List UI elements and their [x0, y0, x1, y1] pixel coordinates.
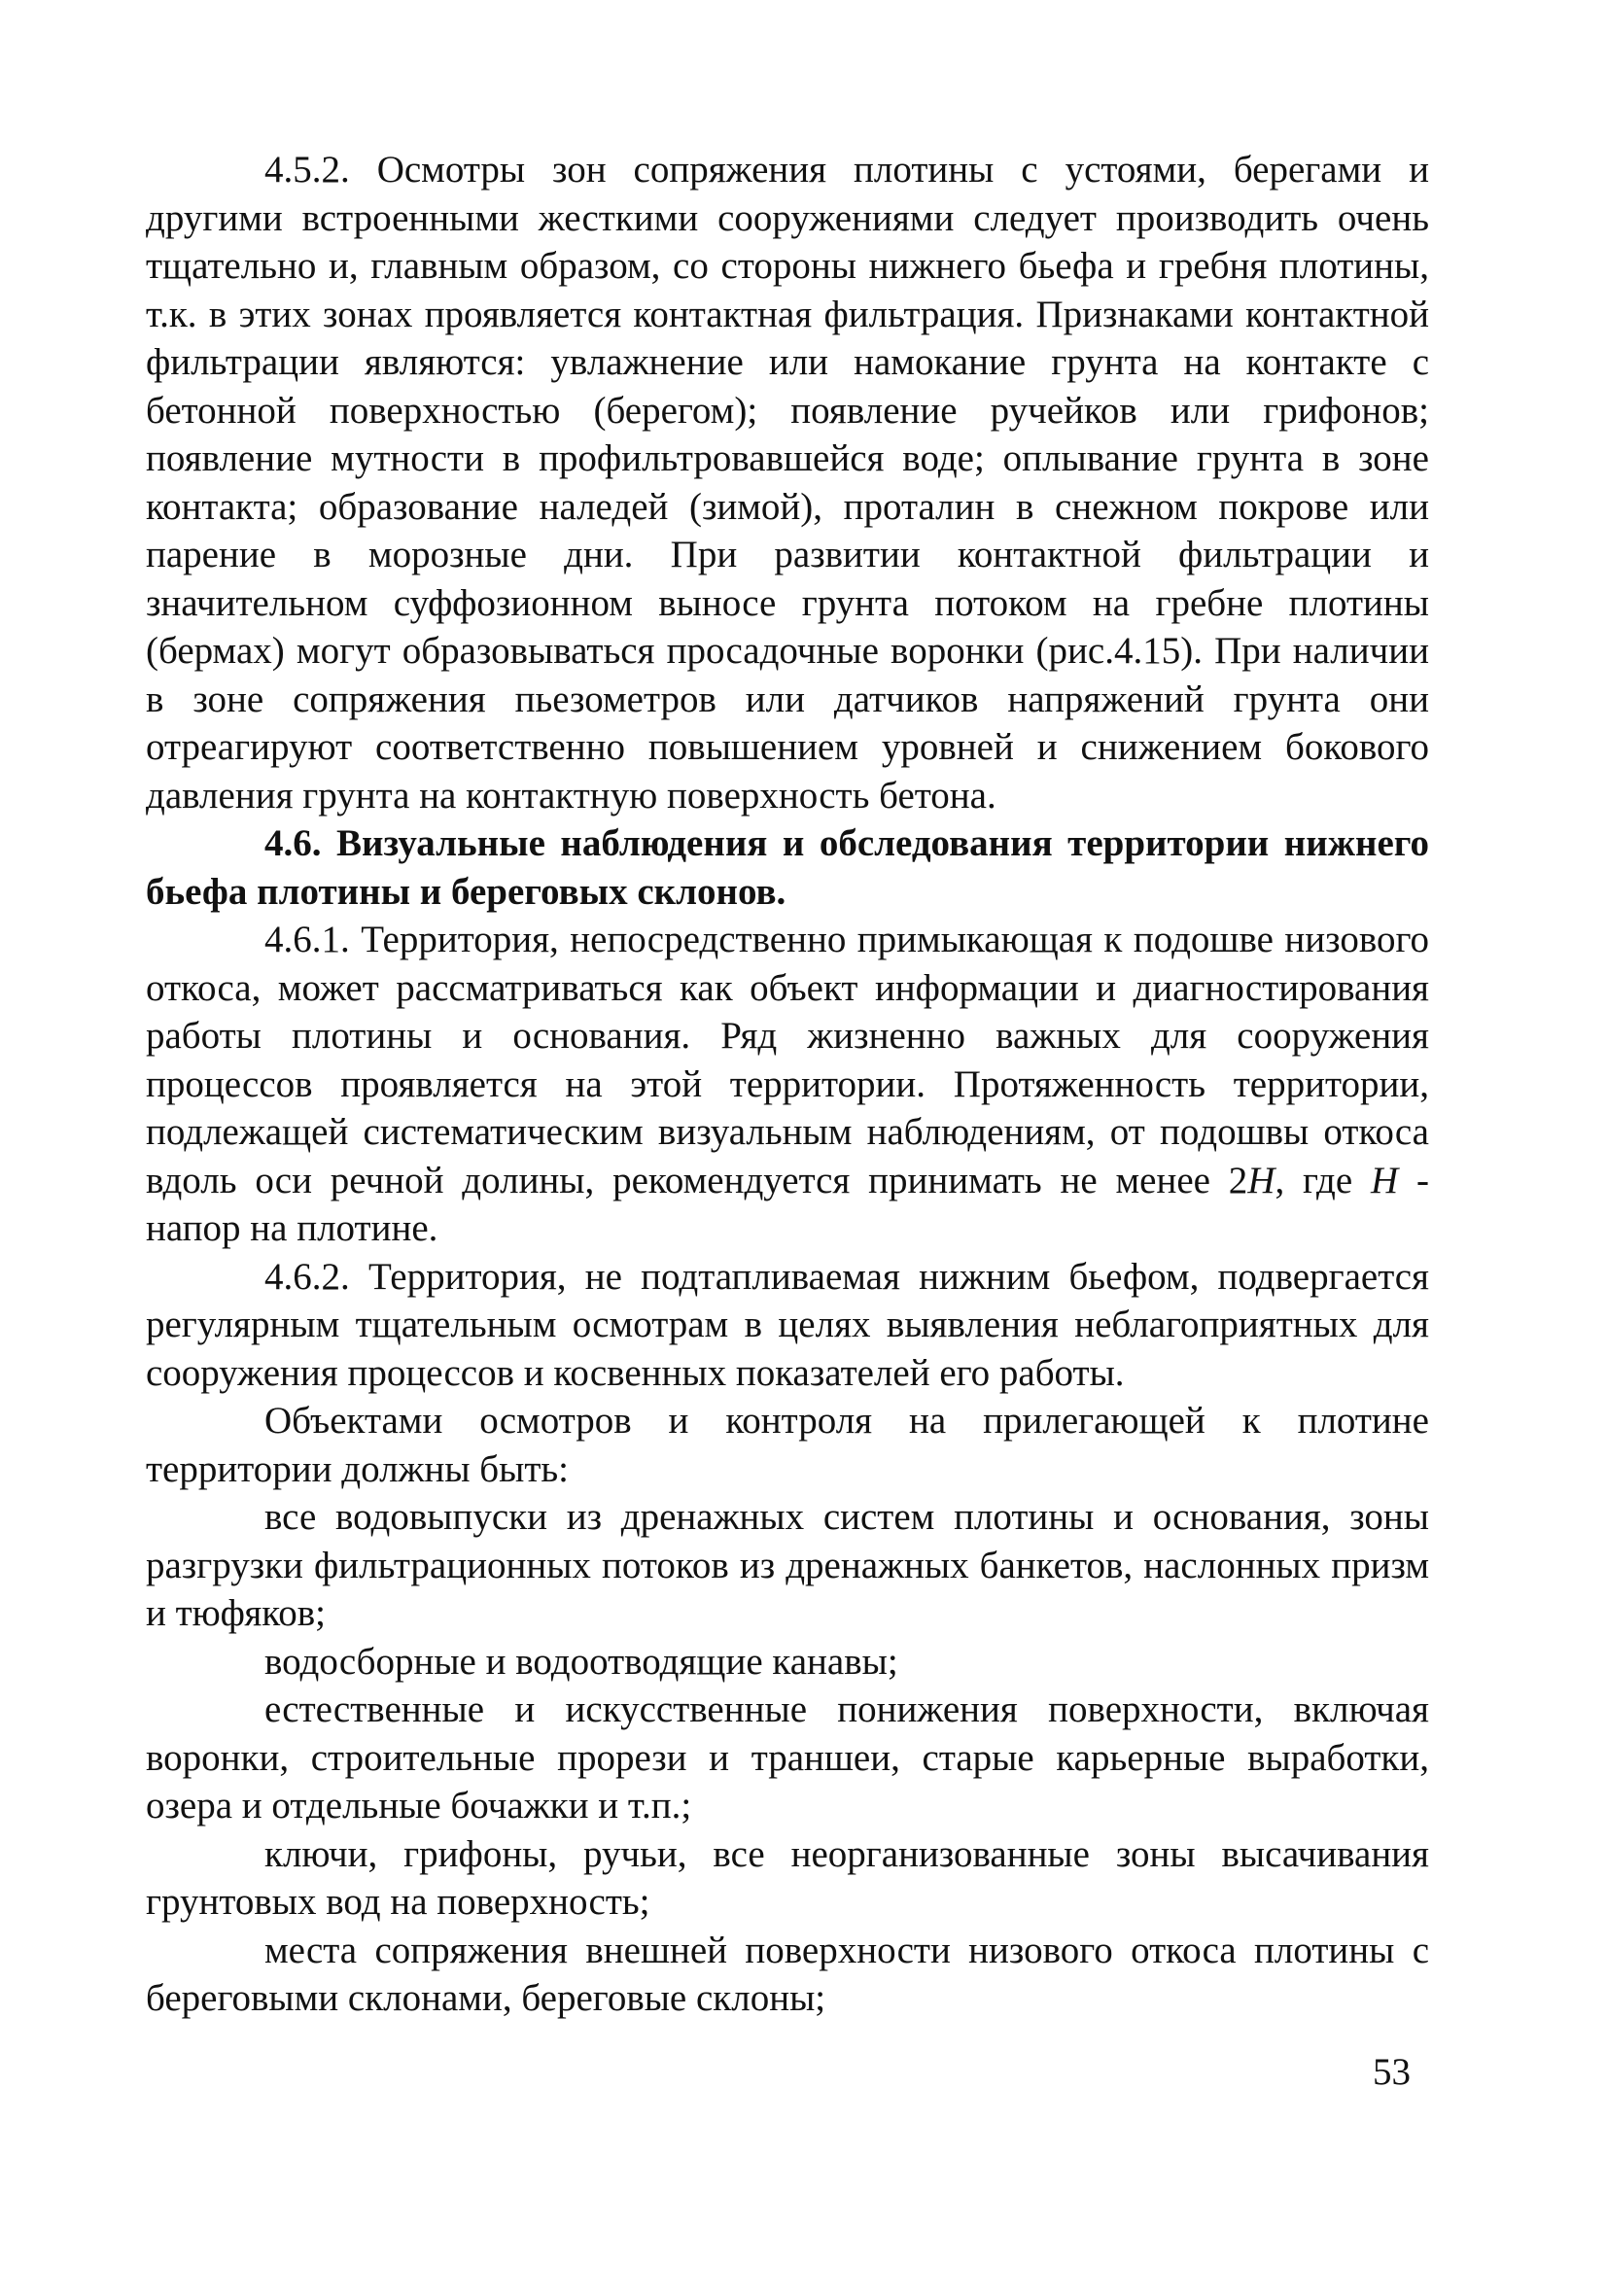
paragraph-4-6-1-text: 4.6.1. Территория, непосредственно примыкающая к подошве низового откоса, может рассматриваться как объект информации и диагностирования работы плотины и основания. Ряд жизненно важных для сооружения процессов проявляется на этой территории. Протяженность территории, подлежащей систематическим визуальным наблюдениям, от подошвы откоса вдоль оси речной долины, рекомендуется принимать не менее 2 — [146, 919, 1429, 1201]
variable-h: H — [1247, 1159, 1275, 1201]
document-page — [146, 146, 1429, 2168]
paragraph-objects-intro: Объектами осмотров и контроля на прилегающей к плотине территории должны быть: — [146, 1400, 1429, 1490]
page-number: 53 — [1373, 2051, 1411, 2093]
section-heading-4-6: 4.6. Визуальные наблюдения и обследования территории нижнего бьефа плотины и береговых склонов. — [146, 822, 1429, 913]
variable-h: H — [1371, 1159, 1399, 1201]
paragraph-4-6-1-text-end: - напор на плотине. — [146, 1159, 1429, 1249]
list-item-ditches: водосборные и водоотводящие канавы; — [264, 1640, 898, 1683]
paragraph-4-6-1-text-mid: , где — [1275, 1159, 1372, 1201]
list-item-drainage-outlets: все водовыпуски из дренажных систем плотины и основания, зоны разгрузки фильтрационных потоков из дренажных банкетов, наслонных призм и тюфяков; — [146, 1496, 1429, 1634]
paragraph-4-6-1 — [146, 916, 1429, 1253]
list-item-slope-junctions: места сопряжения внешней поверхности низового откоса плотины с береговыми склонами, береговые склоны; — [146, 1929, 1429, 2019]
paragraph-4-5-2: 4.5.2. Осмотры зон сопряжения плотины с устоями, берегами и другими встроенными жесткими сооружениями следует производить очень тщательно и, главным образом, со стороны нижнего бьефа и гребня плотины, т.к. в этих зонах проявляется контактная фильтрация. Признаками контактной фильтрации являются: увлажнение или намокание грунта на контакте с бетонной поверхностью (берегом); появление ручейков или грифонов; появление мутности в профильтровавшейся воде; оплывание грунта в зоне контакта; образование наледей (зимой), проталин в снежном покрове или парение в морозные дни. При развитии контактной фильтрации и значительном суффозионном выносе грунта потоком на гребне плотины (бермах) могут образовываться просадочные воронки (рис.4.15). При наличии в зоне сопряжения пьезометров или датчиков напряжений грунта они отреагируют соответственно повышением уровней и снижением бокового давления грунта на контактную поверхность бетона. — [146, 149, 1429, 817]
list-item-surface-depressions: естественные и искусственные понижения поверхности, включая воронки, строительные прорези и траншеи, старые карьерные выработки, озера и отдельные бочажки и т.п.; — [146, 1688, 1429, 1826]
paragraph-4-6-2: 4.6.2. Территория, не подтапливаемая нижним бьефом, подвергается регулярным тщательным осмотрам в целях выявления неблагоприятных для сооружения процессов и косвенных показателей его работы. — [146, 1255, 1429, 1394]
list-item-springs: ключи, грифоны, ручьи, все неорганизованные зоны высачивания грунтовых вод на поверхность; — [146, 1832, 1429, 1923]
